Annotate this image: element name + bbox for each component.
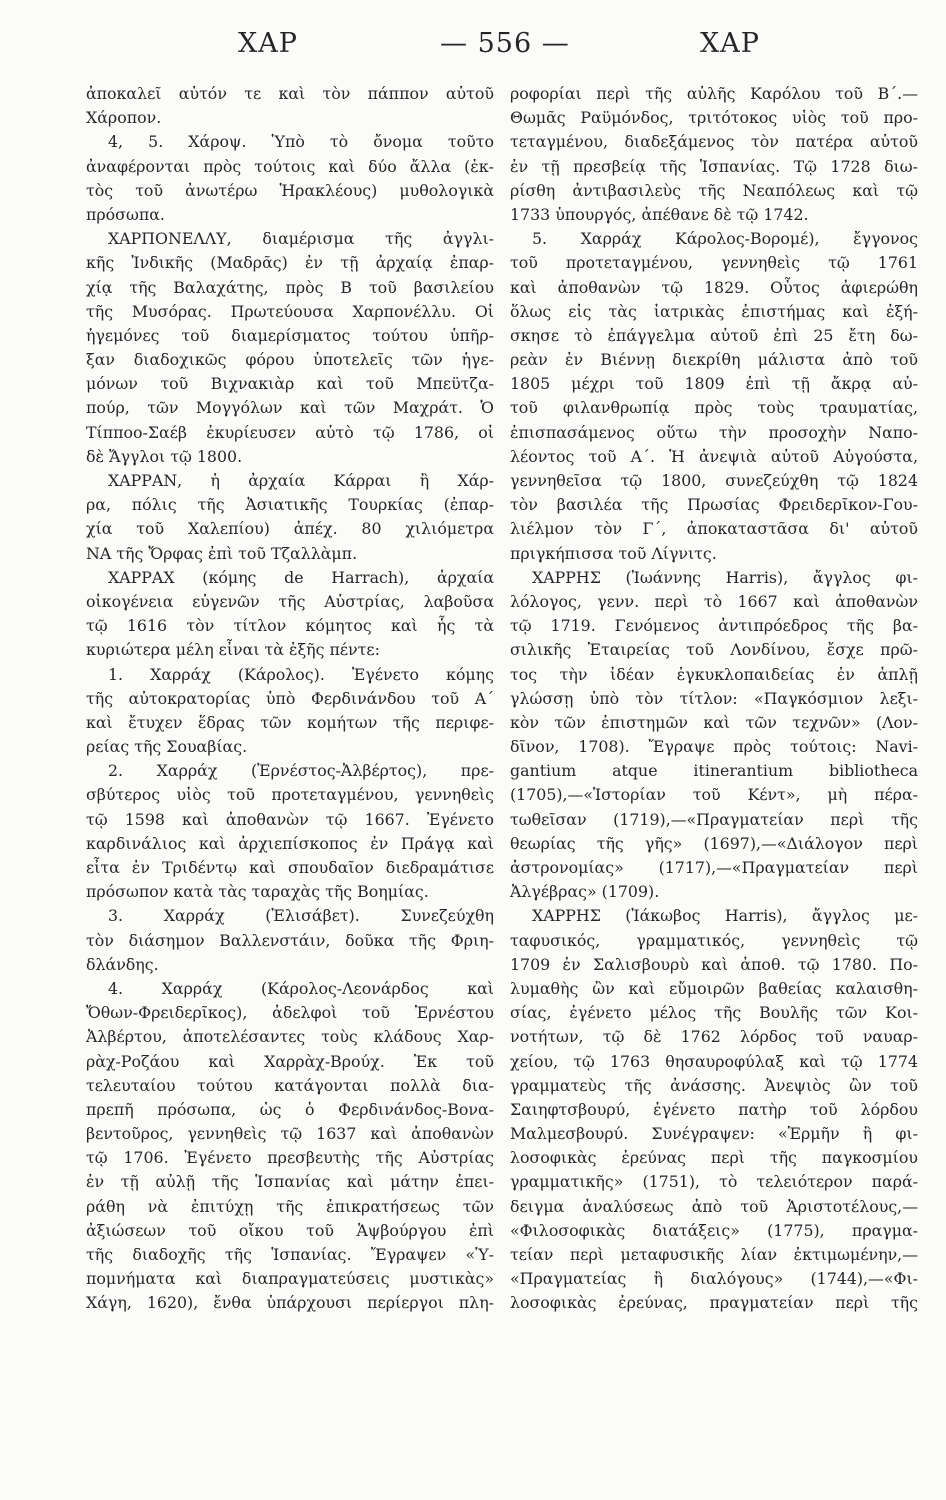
text-line: «Φιλοσοφικὰς διατάξεις» (1775), πραγμα-	[510, 1220, 918, 1240]
text-line: δὲ Ἄγγλοι τῷ 1800.	[86, 446, 243, 466]
text-line: πρεπῆ πρόσωπα, ὡς ὁ Φερδινάνδος-Βονα-	[86, 1099, 494, 1119]
text-line: δλάνδης.	[86, 954, 159, 974]
text-line: πριγκήπισσα τοῦ Λίγνιτς.	[510, 543, 717, 563]
text-line: ΧΑΡΠΟΝΕΛΛΥ, διαμέρισμα τῆς ἀγγλι-	[108, 229, 494, 249]
text-line: 1709 ἐν Σαλισβουρὺ καὶ ἀποθ. τῷ 1780. Πο-	[510, 954, 918, 974]
text-line: τωθεῖσαν (1719),—«Πραγματείαν περὶ τῆς	[510, 809, 918, 829]
text-line: τὸν βασιλέα τῆς Πρωσίας Φρειδερῖκον-Γου-	[510, 495, 918, 515]
page-header	[0, 28, 946, 72]
text-line: λέοντος τοῦ Α´. Ἡ ἀνεψιὰ αὐτοῦ Αὐγούστα,	[510, 446, 918, 466]
text-line: Μαλμεσβουρύ. Συνέγραψεν: «Ἑρμῆν ἢ φι-	[510, 1124, 918, 1144]
text-line: 4. Χαρράχ (Κάρολος-Λεονάρδος καὶ	[108, 978, 494, 998]
text-line: πρόσωπα.	[86, 204, 165, 224]
right-column	[510, 82, 918, 1316]
text-line: τῷ 1598 καὶ ἀποθανὼν τῷ 1667. Ἐγένετο	[86, 809, 494, 829]
text-line: Ἀλγέβρας» (1709).	[510, 882, 660, 902]
text-line: χίᾳ τῆς Βαλαχάτης, πρὸς Β τοῦ βασιλείου	[86, 277, 494, 297]
text-line: σιλικῆς Ἑταιρείας τοῦ Λονδίνου, ἔσχε πρῶ-	[510, 640, 918, 660]
text-line: πρόσωπον κατὰ τὰς ταραχὰς τῆς Βοημίας.	[86, 882, 429, 902]
text-line: 1. Χαρράχ (Κάρολος). Ἐγένετο κόμης	[108, 664, 494, 684]
text-line: Χάροπον.	[86, 108, 162, 128]
text-line: «Πραγματείας ἢ διαλόγους» (1744),—«Φι-	[510, 1269, 918, 1289]
text-line: ταφυσικός, γραμματικός, γεννηθεὶς τῷ	[510, 930, 918, 950]
text-line: ΧΑΡΡΗΣ (Ἰωάννης Harris), ἄγγλος φι-	[532, 567, 918, 587]
text-line: ΝΑ τῆς Ὄρφας ἐπὶ τοῦ Τζαλλὰμπ.	[86, 543, 358, 563]
text-line: ροφορίαι περὶ τῆς αὐλῆς Καρόλου τοῦ Β´.—	[510, 84, 918, 103]
text-line: χείου, τῷ 1763 θησαυροφύλαξ καὶ τῷ 1774	[510, 1051, 918, 1071]
text-line: τελευταίου τούτου κατάγονται πολλὰ δια-	[86, 1075, 494, 1095]
left-column	[86, 82, 494, 1316]
text-line: 1733 ὑπουργός, ἀπέθανε δὲ τῷ 1742.	[510, 204, 809, 224]
text-line: τὸν διάσημον Βαλλενστάιν, δοῦκα τῆς Φριη-	[86, 930, 494, 950]
text-line: Τίπποο-Σαέβ ἐκυρίευσεν αὐτὸ τῷ 1786, οἱ	[86, 422, 494, 442]
text-line: ἀξιώσεων τοῦ οἴκου τοῦ Ἁψβούργου ἐπὶ	[86, 1220, 494, 1240]
text-line: κυριώτερα μέλη εἶναι τὰ ἑξῆς πέντε:	[86, 640, 380, 660]
text-line: gantium atque itinerantium bibliotheca	[510, 761, 918, 781]
text-line: ρὰχ-Ροζάου καὶ Χαρρὰχ-Βρούχ. Ἐκ τοῦ	[86, 1051, 494, 1071]
text-line: γλώσσῃ ὑπὸ τὸν τίτλον: «Παγκόσμιον λεξι-	[510, 688, 918, 708]
text-line: 3. Χαρράχ (Ἐλισάβετ). Συνεζεύχθη	[108, 906, 494, 926]
text-line: χία τοῦ Χαλεπίου) ἀπέχ. 80 χιλιόμετρα	[86, 519, 494, 539]
text-line: ἀστρονομίας» (1717),—«Πραγματείαν περὶ	[510, 858, 918, 877]
header-left-keyword: ΧΑΡ	[238, 28, 298, 59]
text-line: 5. Χαρράχ Κάρολος-Βορομέ), ἔγγονος	[532, 229, 918, 249]
text-line: 4, 5. Χάροψ. Ὑπὸ τὸ ὄνομα τοῦτο	[108, 132, 494, 152]
text-line: ἐν τῇ πρεσβείᾳ τῆς Ἱσπανίας. Τῷ 1728 διω-	[510, 156, 918, 176]
text-line: τῆς αὐτοκρατορίας ὑπὸ Φερδινάνδου τοῦ Α´	[86, 688, 494, 708]
text-line: τοῦ προτεταγμένου, γεννηθεὶς τῷ 1761	[510, 253, 918, 273]
text-line: λοσοφικὰς ἐρεύνας περὶ τῆς παγκοσμίου	[510, 1148, 918, 1168]
text-line: λοσοφικὰς ἐρεύνας, πραγματείαν περὶ τῆς	[510, 1293, 918, 1313]
text-line: γραμματεὺς τῆς ἀνάσσης. Ἀνεψιὸς ὢν τοῦ	[510, 1075, 918, 1095]
text-line: νοτήτων, τῷ δὲ 1762 λόρδος τοῦ ναυαρ-	[510, 1027, 918, 1047]
text-line: τος τὴν ἰδέαν ἐγκυκλοπαιδείας ἐν ἁπλῇ	[510, 664, 918, 684]
text-line: τῷ 1616 τὸν τίτλον κόμητος καὶ ἧς τὰ	[86, 616, 494, 636]
text-line: λυμαθὴς ὢν καὶ εὔμοιρῶν βαθείας καλαισθη-	[510, 978, 918, 998]
text-line: λιέλμον τὸν Γ´, ἀποκαταστᾶσα δι' αὐτοῦ	[510, 519, 918, 539]
text-line: τοῦ φιλανθρωπίᾳ πρὸς τοὺς τραυματίας,	[510, 398, 918, 418]
text-line: κῆς Ἰνδικῆς (Μαδρᾶς) ἐν τῇ ἀρχαίᾳ ἐπαρ-	[86, 253, 494, 273]
text-line: βεντοῦρος, γεννηθεὶς τῷ 1637 καὶ ἀποθανὼν	[86, 1124, 494, 1144]
text-line: ΧΑΡΡΗΣ (Ἰάκωβος Harris), ἄγγλος με-	[532, 906, 918, 926]
text-line: γεννηθεῖσα τῷ 1800, συνεζεύχθη τῷ 1824	[510, 471, 918, 490]
header-right-keyword: ΧΑΡ	[700, 28, 760, 59]
text-line: ἀποκαλεῖ αὐτόν τε καὶ τὸν πάππον αὐτοῦ	[86, 84, 494, 103]
text-line: οἰκογένεια εὐγενῶν τῆς Αὐστρίας, λαβοῦσα	[86, 591, 494, 611]
text-line: καὶ ἀποθανὼν τῷ 1829. Οὗτος ἀφιερώθη	[510, 277, 918, 297]
text-line: ΧΑΡΡΑΧ (κόμης de Harrach), ἀρχαία	[108, 567, 494, 587]
text-line: 1805 μέχρι τοῦ 1809 ἐπὶ τῇ ἄκρᾳ αὐ-	[510, 374, 918, 394]
text-line: ρεὰν ἐν Βιέννῃ διεκρίθη μάλιστα ἀπὸ τοῦ	[510, 350, 918, 370]
text-line: Ἀλβέρτου, ἀποτελέσαντες τοὺς κλάδους Χαρ-	[86, 1027, 494, 1047]
text-line: γραμματικῆς» (1751), τὸ τελειότερον παρά-	[510, 1172, 918, 1192]
text-line: τεταγμένου, διαδεξάμενος τὸν πατέρα αὐτοῦ	[510, 132, 918, 152]
text-line: τῷ 1706. Ἐγένετο πρεσβευτὴς τῆς Αὐστρίας	[86, 1148, 494, 1168]
text-line: σβύτερος υἱὸς τοῦ προτεταγμένου, γεννηθεὶς	[86, 785, 494, 805]
text-line: τῆς Μυσόρας. Πρωτεύουσα Χαρπονέλλυ. Οἱ	[86, 301, 494, 321]
text-line: ὅλως εἰς τὰς ἰατρικὰς ἐπιστήμας καὶ ἐξή-	[510, 301, 918, 321]
text-line: καὶ ἔτυχεν ἕδρας τῶν κομήτων τῆς περιφε-	[86, 712, 494, 732]
text-line: Θωμᾶς Ραϋμόνδος, τριτότοκος υἱὸς τοῦ προ-	[510, 108, 918, 128]
text-line: ράθη νὰ ἐπιτύχῃ τῆς ἐπικρατήσεως τῶν	[86, 1196, 494, 1216]
text-line: ρείας τῆς Σουαβίας.	[86, 737, 248, 757]
text-line: 2. Χαρράχ (Ἐρνέστος-Ἀλβέρτος), πρε-	[108, 761, 494, 781]
text-line: (1705),—«Ἱστορίαν τοῦ Κέντ», μὴ πέρα-	[510, 785, 918, 805]
text-line: Χάγη, 1620), ἔνθα ὑπάρχουσι περίεργοι πλη-	[86, 1293, 494, 1313]
text-line: ἐπισπασάμενος οὕτω τὴν προσοχὴν Ναπο-	[510, 422, 918, 442]
text-line: Ὄθων-Φρειδερῖκος), ἀδελφοὶ τοῦ Ἐρνέστου	[86, 1003, 494, 1023]
text-line: θεωρίας τῆς γῆς» (1697),—«Διάλογον περὶ	[510, 833, 918, 853]
text-line: ρίσθη ἀντιβασιλεὺς τῆς Νεαπόλεως καὶ τῷ	[510, 180, 918, 200]
text-line: τὸς τοῦ ἀνωτέρω Ἡρακλέους) μυθολογικὰ	[86, 180, 494, 200]
text-line: πούρ, τῶν Μογγόλων καὶ τῶν Μαχράτ. Ὁ	[86, 398, 494, 418]
text-line: τείαν περὶ μεταφυσικῆς λίαν ἐκτιμωμένην,—	[510, 1245, 918, 1264]
text-line: πομνήματα καὶ διαπραγματεύσεις μυστικὰς»	[86, 1269, 494, 1289]
text-line: μόνων τοῦ Βιχνακιὰρ καὶ τοῦ Μπεϋτζα-	[86, 374, 494, 394]
text-line: λόλογος, γενν. περὶ τὸ 1667 καὶ ἀποθανὼν	[510, 591, 918, 611]
text-line: σίας, ἐγένετο μέλος τῆς Βουλῆς τῶν Κοι-	[510, 1003, 918, 1023]
text-line: Σαιηφτσβουρύ, ἐγένετο πατὴρ τοῦ λόρδου	[510, 1099, 918, 1119]
text-line: τῆς διαδοχῆς τῆς Ἱσπανίας. Ἔγραψεν «Ὑ-	[86, 1245, 494, 1264]
text-line: ξαν διαδοχικῶς φόρου ὑποτελεῖς τῶν ἡγε-	[86, 350, 494, 370]
text-line: ἡγεμόνες τοῦ διαμερίσματος τούτου ὑπῆρ-	[86, 325, 494, 345]
text-line: ἐν τῇ αὐλῇ τῆς Ἱσπανίας καὶ μάτην ἐπει-	[86, 1172, 494, 1192]
page-number: — 556 —	[440, 28, 570, 59]
text-line: δειγμα ἀναλύσεως ἀπὸ τοῦ Ἀριστοτέλους,—	[510, 1196, 918, 1216]
text-line: κὸν τῶν ἐπιστημῶν καὶ τῶν τεχνῶν» (Λον-	[510, 712, 918, 732]
text-line: ρα, πόλις τῆς Ἀσιατικῆς Τουρκίας (ἐπαρ-	[86, 495, 494, 515]
text-line: δῖνον, 1708). Ἔγραψε πρὸς τούτοις: Navi-	[510, 737, 918, 757]
text-line: τῷ 1719. Γενόμενος ἀντιπρόεδρος τῆς βα-	[510, 616, 918, 636]
text-line: εἶτα ἐν Τριδέντῳ καὶ σπουδαῖον διεδραμάτισε	[86, 858, 494, 877]
text-line: ἀναφέρονται πρὸς τούτοις καὶ δύο ἄλλα (ἐκ-	[86, 156, 494, 176]
text-line: καρδινάλιος καὶ ἀρχιεπίσκοπος ἐν Πράγᾳ καὶ	[86, 833, 494, 853]
text-line: σκησε τὸ ἐπάγγελμα αὐτοῦ ἐπὶ 25 ἔτη δω-	[510, 325, 918, 345]
text-line: ΧΑΡΡΑΝ, ἡ ἀρχαία Κάρραι ἢ Χάρ-	[108, 471, 494, 490]
